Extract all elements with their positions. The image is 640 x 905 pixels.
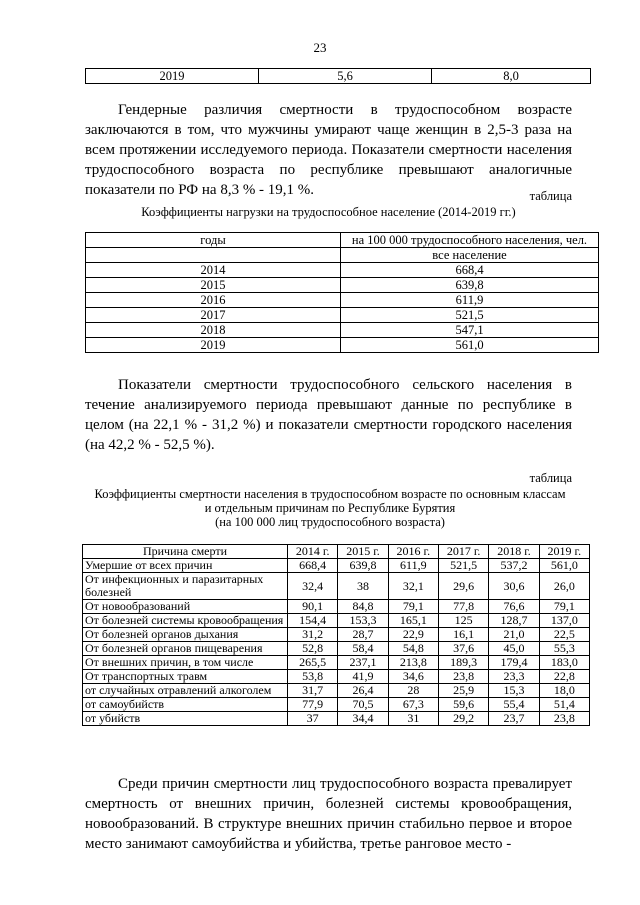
- value-cell: 34,4: [338, 712, 388, 726]
- value-cell: 237,1: [338, 656, 388, 670]
- table-row: [83, 684, 590, 698]
- value-cell: 183,0: [539, 656, 589, 670]
- value-cell: 77,8: [438, 600, 488, 614]
- table-row: [83, 670, 590, 684]
- value-cell: 55,4: [489, 698, 539, 712]
- value-cell: 54,8: [388, 642, 438, 656]
- value-cell: 32,4: [288, 573, 338, 600]
- value-cell: 58,4: [338, 642, 388, 656]
- table2: [82, 544, 590, 726]
- top-table-value-2: 8,0: [432, 69, 591, 84]
- table2-label: таблица: [529, 471, 572, 485]
- table-row: 2018 547,1: [86, 323, 599, 338]
- table-row: [83, 712, 590, 726]
- table1-caption: Коэффициенты нагрузки на трудоспособное население (2014-2019 гг.): [141, 205, 516, 219]
- value-cell: 128,7: [489, 614, 539, 628]
- table-row: [83, 656, 590, 670]
- value-cell: 26,0: [539, 573, 589, 600]
- table-row: 2017 521,5: [86, 308, 599, 323]
- value-cell: 37,6: [438, 642, 488, 656]
- value-cell: 21,0: [489, 628, 539, 642]
- value-cell: 28,7: [338, 628, 388, 642]
- value-cell: 16,1: [438, 628, 488, 642]
- value-cell: 52,8: [288, 642, 338, 656]
- value-cell: 189,3: [438, 656, 488, 670]
- value-cell: 30,6: [489, 573, 539, 600]
- value-cell: 18,0: [539, 684, 589, 698]
- table1-head-value: на 100 000 трудоспособного населения, чел.: [341, 233, 599, 248]
- value-cell: 70,5: [338, 698, 388, 712]
- value-cell: 213,8: [388, 656, 438, 670]
- value-cell: 137,0: [539, 614, 589, 628]
- table1: [85, 232, 599, 353]
- top-table-year: 2019: [86, 69, 259, 84]
- table-row: [83, 614, 590, 628]
- value-cell: 22,5: [539, 628, 589, 642]
- value-cell: 22,8: [539, 670, 589, 684]
- cause-cell: от самоубийств: [83, 698, 288, 712]
- value-cell: 79,1: [539, 600, 589, 614]
- value-cell: 521,5: [438, 559, 488, 573]
- value-cell: 537,2: [489, 559, 539, 573]
- table2-caption-line-1: Коэффициенты смертности населения в трудоспособном возрасте по основным классам: [94, 487, 566, 501]
- value-cell: 668,4: [288, 559, 338, 573]
- value-cell: 639,8: [338, 559, 388, 573]
- value-cell: 45,0: [489, 642, 539, 656]
- value-cell: 79,1: [388, 600, 438, 614]
- cause-cell: От болезней органов пищеварения: [83, 642, 288, 656]
- value-cell: 25,9: [438, 684, 488, 698]
- value-cell: 38: [338, 573, 388, 600]
- cause-cell: От болезней системы кровообращения: [83, 614, 288, 628]
- paragraph-2: Показатели смертности трудоспособного сельского населения в течение анализируемого периода превышают данные по республике в целом (на 22,1 % - 31,2 %) и показатели смертности городского населения (на 42,2 % - 52,5 %).: [85, 377, 572, 453]
- value-cell: 153,3: [338, 614, 388, 628]
- table-row: [83, 559, 590, 573]
- value-cell: 179,4: [489, 656, 539, 670]
- value-cell: 32,1: [388, 573, 438, 600]
- table2-header-row: Причина смерти 2014 г. 2015 г. 2016 г. 2017 г. 2018 г. 2019 г.: [83, 545, 590, 559]
- value-cell: 23,7: [489, 712, 539, 726]
- value-cell: 31,2: [288, 628, 338, 642]
- cause-cell: от случайных отравлений алкоголем: [83, 684, 288, 698]
- table-row: 2016 611,9: [86, 293, 599, 308]
- value-cell: 165,1: [388, 614, 438, 628]
- table-row: [83, 600, 590, 614]
- paragraph-1: Гендерные различия смертности в трудоспособном возрасте заключаются в том, что мужчины умирают чаще женщин в 2,5-3 раза на всем протяжении исследуемого периода. Показатели смертности населения трудоспособного возраста по республике превышают аналогичные показатели по РФ на 8,3 % - 19,1 %.: [85, 102, 572, 198]
- value-cell: 561,0: [539, 559, 589, 573]
- top-table: [85, 68, 591, 84]
- table2-caption-line-2: и отдельным причинам по Республике Бурятия: [204, 501, 456, 515]
- table2-caption: [70, 487, 590, 529]
- top-table-value-1: 5,6: [259, 69, 432, 84]
- value-cell: 154,4: [288, 614, 338, 628]
- table-row: [83, 642, 590, 656]
- value-cell: 23,8: [539, 712, 589, 726]
- value-cell: 23,3: [489, 670, 539, 684]
- cause-cell: Умершие от всех причин: [83, 559, 288, 573]
- value-cell: 26,4: [338, 684, 388, 698]
- value-cell: 41,9: [338, 670, 388, 684]
- value-cell: 77,9: [288, 698, 338, 712]
- value-cell: 53,8: [288, 670, 338, 684]
- table-row: [83, 698, 590, 712]
- table1-head-years: годы: [86, 233, 341, 248]
- value-cell: 22,9: [388, 628, 438, 642]
- cause-cell: От новообразований: [83, 600, 288, 614]
- cause-cell: От транспортных травм: [83, 670, 288, 684]
- cause-cell: От болезней органов дыхания: [83, 628, 288, 642]
- value-cell: 31,7: [288, 684, 338, 698]
- page-number: 23: [313, 40, 327, 55]
- value-cell: 51,4: [539, 698, 589, 712]
- value-cell: 76,6: [489, 600, 539, 614]
- cause-cell: От внешних причин, в том числе: [83, 656, 288, 670]
- value-cell: 59,6: [438, 698, 488, 712]
- value-cell: 15,3: [489, 684, 539, 698]
- cause-cell: от убийств: [83, 712, 288, 726]
- cause-cell: От инфекционных и паразитарных болезней: [83, 573, 288, 600]
- value-cell: 265,5: [288, 656, 338, 670]
- value-cell: 611,9: [388, 559, 438, 573]
- value-cell: 29,2: [438, 712, 488, 726]
- value-cell: 84,8: [338, 600, 388, 614]
- value-cell: 28: [388, 684, 438, 698]
- table-row: [83, 573, 590, 600]
- value-cell: 34,6: [388, 670, 438, 684]
- value-cell: 23,8: [438, 670, 488, 684]
- table2-caption-line-3: (на 100 000 лиц трудоспособного возраста): [215, 515, 445, 529]
- table-row: 2014 668,4: [86, 263, 599, 278]
- value-cell: 37: [288, 712, 338, 726]
- value-cell: 125: [438, 614, 488, 628]
- value-cell: 55,3: [539, 642, 589, 656]
- paragraph-3: Среди причин смертности лиц трудоспособного возраста превалирует смертность от внешних причин, болезней системы кровообращения, новообразований. В структуре внешних причин стабильно первое и второе место занимают самоубийства и убийства, третье ранговое место -: [85, 776, 572, 852]
- table1-subhead: все население: [341, 248, 599, 263]
- table-row: [83, 628, 590, 642]
- value-cell: 31: [388, 712, 438, 726]
- table-row: 2015 639,8: [86, 278, 599, 293]
- table1-label: таблица: [529, 189, 572, 203]
- value-cell: 29,6: [438, 573, 488, 600]
- table-row: 2019 561,0: [86, 338, 599, 353]
- value-cell: 67,3: [388, 698, 438, 712]
- value-cell: 90,1: [288, 600, 338, 614]
